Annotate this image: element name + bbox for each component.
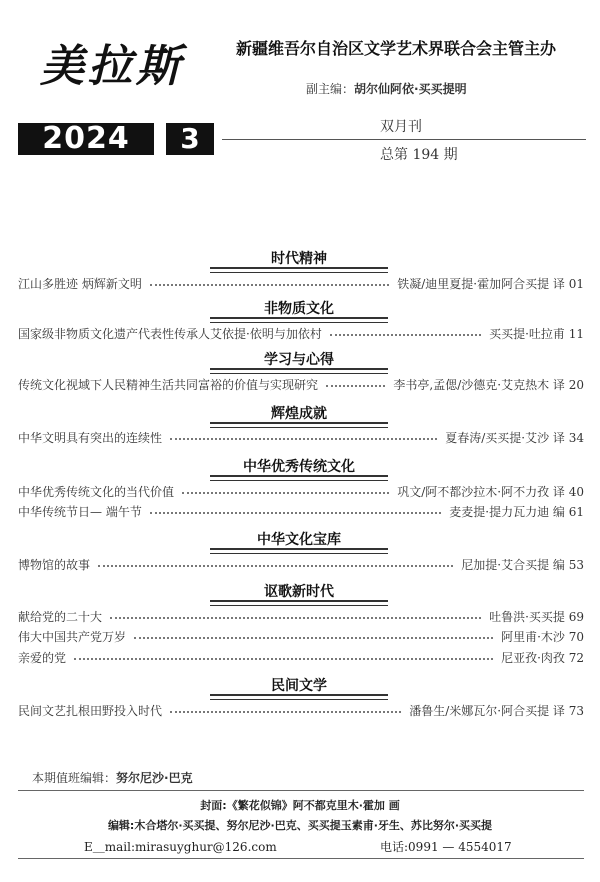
duty-editor: 本期值班编辑：努尔尼沙·巴克 [32, 771, 193, 785]
entry-title: 中华传统节日— 端午节 [18, 504, 142, 519]
entry-title: 国家级非物质文化遗产代表性传承人艾依提·依明与加依村 [18, 326, 322, 341]
footer-bottom-rule [18, 858, 584, 859]
toc-entry[interactable] [18, 503, 584, 519]
dot-leader [134, 637, 493, 639]
contact-email[interactable]: E＿mail:mirasuyghur@126.com [84, 840, 277, 854]
entry-author-page: 买买提·吐拉甫 11 [489, 326, 584, 341]
entry-author-page: 吐鲁洪·买买提 69 [489, 609, 584, 624]
entry-title: 中华文明具有突出的连续性 [18, 430, 163, 445]
section-title: 辉煌成就 [271, 406, 327, 422]
entry-title: 民间文艺扎根田野投入时代 [18, 703, 163, 718]
section-title: 民间文学 [271, 678, 327, 694]
duty-editor-name: 努尔尼沙·巴克 [116, 771, 193, 785]
toc-entry[interactable] [18, 608, 584, 624]
entry-author-page: 尼亚孜·肉孜 72 [501, 650, 584, 665]
entry-author-page: 麦麦提·提力瓦力迪 编 61 [449, 504, 584, 519]
dot-leader [98, 565, 453, 567]
sponsor-line: 新疆维吾尔自治区文学艺术界联合会主管主办 [236, 39, 557, 58]
cover-credit: 封面:《繁花似锦》阿不都克里木·霍加 画 [200, 799, 400, 812]
entry-title: 中华优秀传统文化的当代价值 [18, 484, 175, 499]
section-rule [210, 694, 388, 700]
section-title: 中华优秀传统文化 [243, 459, 355, 475]
entry-title: 传统文化视域下人民精神生活共同富裕的价值与实现研究 [18, 377, 319, 392]
toc-entry[interactable] [18, 556, 584, 572]
issue-badge: 3 [166, 123, 214, 155]
section-rule [210, 368, 388, 374]
entry-title: 伟大中国共产党万岁 [18, 629, 127, 644]
section-title: 非物质文化 [264, 301, 334, 317]
dot-leader [182, 492, 389, 494]
dot-leader [150, 284, 389, 286]
toc-entry[interactable] [18, 429, 584, 445]
section-rule [210, 267, 388, 273]
entry-author-page: 尼加提·艾合买提 编 53 [461, 557, 584, 572]
dot-leader [330, 334, 481, 336]
section-rule [210, 600, 388, 606]
entry-author-page: 阿里甫·木沙 70 [501, 629, 584, 644]
contact-phone: 电话:0991 — 4554017 [380, 840, 512, 854]
section-rule [210, 317, 388, 323]
entry-title: 江山多胜迹 炳辉新文明 [18, 276, 142, 291]
editors-credit: 编辑:木合塔尔·买买提、努尔尼沙·巴克、买买提玉素甫·牙生、苏比努尔·买买提 [107, 819, 493, 832]
toc-entry[interactable] [18, 483, 584, 499]
entry-title: 亲爱的党 [18, 650, 67, 665]
footer-divider [18, 790, 584, 791]
toc-entry[interactable] [18, 275, 584, 291]
entry-author-page: 夏春涛/买买提·艾沙 译 34 [445, 430, 584, 445]
section-title: 讴歌新时代 [264, 584, 334, 600]
dot-leader [150, 512, 441, 514]
entry-author-page: 铁凝/迪里夏提·霍加阿合买提 译 01 [397, 276, 584, 291]
entry-author-page: 潘鲁生/米娜瓦尔·阿合买提 译 73 [409, 703, 584, 718]
deputy-editor: 副主编：胡尔仙阿依·买买提明 [306, 82, 467, 96]
section-rule [210, 548, 388, 554]
frequency-label: 双月刊 [380, 119, 422, 135]
deputy-editor-label: 副主编 [306, 82, 343, 96]
entry-title: 博物馆的故事 [18, 557, 91, 572]
entry-author-page: 巩文/阿不都沙拉木·阿不力孜 译 40 [397, 484, 584, 499]
dot-leader [74, 658, 493, 660]
dot-leader [326, 385, 385, 387]
year-badge: 2024 [18, 123, 154, 155]
section-rule [210, 422, 388, 428]
toc-entry[interactable] [18, 325, 584, 341]
entry-title: 献给党的二十大 [18, 609, 103, 624]
masthead-divider [222, 139, 586, 140]
total-issue-label: 总第 194 期 [380, 147, 458, 163]
duty-editor-label: 本期值班编辑 [32, 771, 105, 785]
section-title: 中华文化宝库 [257, 532, 341, 548]
entry-author-page: 李书亭,孟偲/沙德克·艾克热木 译 20 [393, 377, 584, 392]
dot-leader [170, 711, 401, 713]
dot-leader [110, 617, 481, 619]
magazine-logo: 美拉斯 [40, 41, 184, 92]
section-title: 时代精神 [271, 251, 327, 267]
toc-entry[interactable] [18, 702, 584, 718]
toc-entry[interactable] [18, 376, 584, 392]
section-rule [210, 475, 388, 481]
dot-leader [170, 438, 437, 440]
toc-entry[interactable] [18, 628, 584, 644]
section-title: 学习与心得 [264, 352, 334, 368]
toc-entry[interactable] [18, 649, 584, 665]
deputy-editor-name: 胡尔仙阿依·买买提明 [354, 82, 467, 96]
